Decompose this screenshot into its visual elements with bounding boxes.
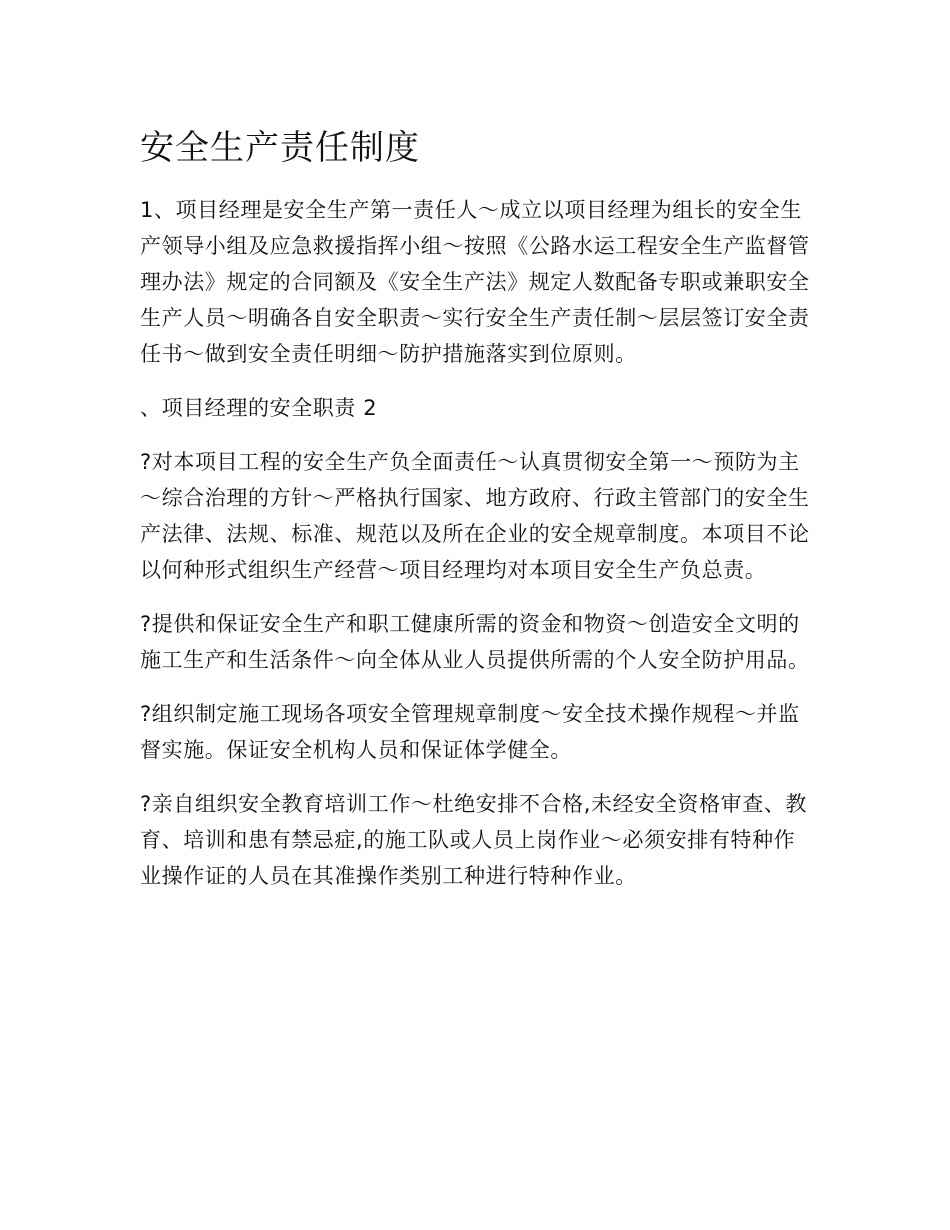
paragraph-2: 、项目经理的安全职责 2 [140, 396, 378, 420]
paragraph-1: 1、项目经理是安全生产第一责任人～成立以项目经理为组长的安全生产领导小组及应急救援指挥小组～按照《公路水运工程安全生产监督管理办法》规定的合同额及《安全生产法》规定人数配备专职或兼职安全生产人员～明确各自安全职责～实行安全生产责任制～层层签订安全责任书～做到安全责任明细～防护措施落实到位原则。 [140, 198, 810, 366]
paragraph-3: ?对本项目工程的安全生产负全面责任～认真贯彻安全第一～预防为主～综合治理的方针～严格执行国家、地方政府、行政主管部门的安全生产法律、法规、标准、规范以及所在企业的安全规章制度。本项目不论以何种形式组织生产经营～项目经理均对本项目安全生产负总责。 [140, 450, 810, 582]
document-page [140, 118, 812, 912]
document-title: 安全生产责任制度 [140, 128, 420, 168]
paragraph-6: ?亲自组织安全教育培训工作～杜绝安排不合格,未经安全资格审查、教育、培训和患有禁忌症,的施工队或人员上岗作业～必须安排有特种作业操作证的人员在其准操作类别工种进行特种作业。 [140, 792, 808, 888]
paragraph-4: ?提供和保证安全生产和职工健康所需的资金和物资～创造安全文明的施工生产和生活条件～向全体从业人员提供所需的个人安全防护用品。 [140, 612, 810, 672]
paragraph-5: ?组织制定施工现场各项安全管理规章制度～安全技术操作规程～并监督实施。保证安全机构人员和保证体学健全。 [140, 702, 800, 762]
